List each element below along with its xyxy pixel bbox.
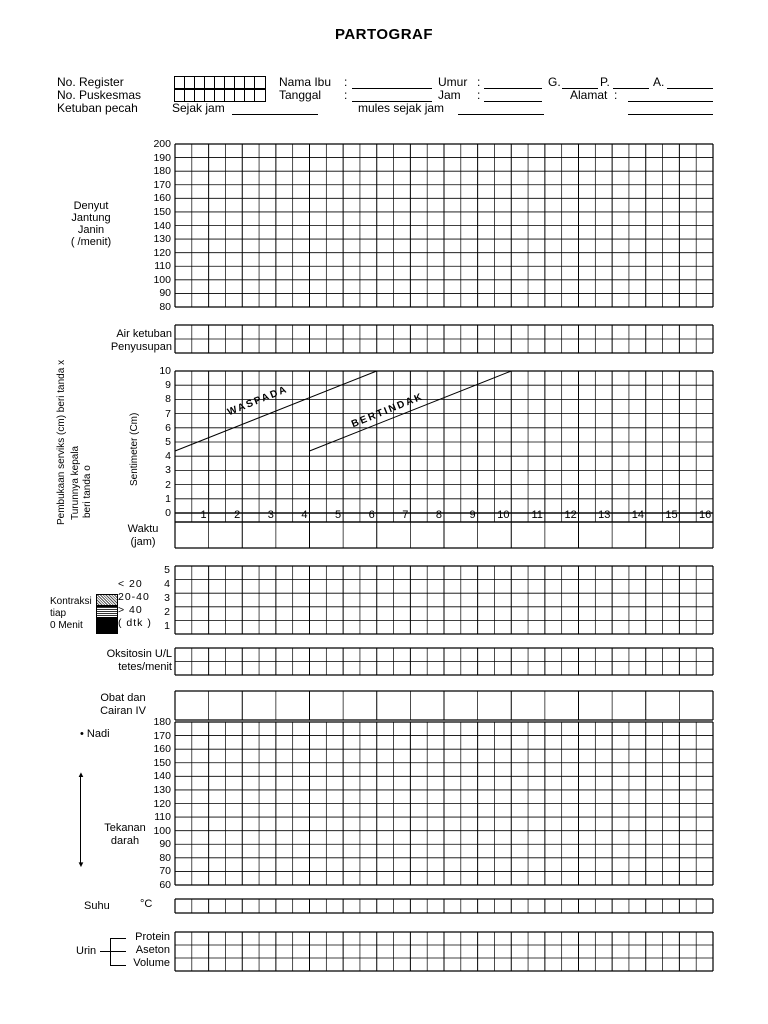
urin-bracket-bottom [110, 965, 126, 966]
oksitosin-line2: tetes/menit [118, 661, 172, 673]
djj-tick: 120 [153, 246, 171, 259]
tekanan-arrow-line [80, 774, 81, 864]
kontraksi-tick: 2 [164, 606, 170, 618]
suhu-unit: °C [140, 898, 153, 910]
hour-label: 15 [665, 509, 678, 521]
serviks-tick: 6 [165, 421, 171, 434]
arrow-up-icon: ▲ [77, 770, 85, 779]
serviks-tick: 3 [165, 464, 171, 477]
djj-tick: 90 [159, 287, 171, 300]
serviks-tick: 2 [165, 478, 171, 491]
kontraksi-legend-item: 20-40 [118, 591, 150, 603]
serviks-tick: 8 [165, 393, 171, 406]
djj-label-line1: Denyut [73, 200, 109, 212]
kontraksi-line3: 0 Menit [50, 620, 83, 631]
kontraksi-label [50, 596, 92, 632]
a-label: A. [653, 75, 665, 89]
no-register-label: No. Register [57, 75, 124, 89]
tanggal-label: Tanggal [279, 88, 322, 102]
hour-label: 8 [435, 509, 442, 521]
hour-label: 12 [564, 509, 577, 521]
no-puskesmas-label: No. Puskesmas [57, 88, 142, 102]
penyusupan-label: Penyusupan [110, 341, 172, 353]
serviks-tick: 10 [159, 365, 171, 377]
djj-tick: 200 [153, 138, 171, 150]
tekanan-line2: darah [110, 835, 140, 847]
alamat-colon: : [614, 88, 618, 102]
nadi-tick: 60 [159, 879, 171, 891]
nadi-tick: 110 [154, 811, 171, 824]
hour-label: 10 [497, 509, 510, 521]
page-title: PARTOGRAF [334, 26, 434, 43]
urin-bracket-mid [100, 951, 126, 952]
djj-tick: 160 [153, 192, 171, 205]
beri-tanda-o-label: beri tanda o [82, 465, 93, 518]
hour-label: 6 [368, 509, 375, 521]
g-label: G. [548, 75, 561, 89]
urin-row-label: Volume [133, 957, 170, 969]
serviks-tick: 5 [165, 436, 171, 448]
kontraksi-tick: 3 [164, 592, 170, 604]
turunnya-kepala-label: Turunnya kepala [70, 445, 81, 520]
air-ketuban-label: Air ketuban [116, 328, 172, 340]
djj-tick: 80 [159, 301, 171, 313]
sentimeter-axis-label: Sentimeter (Cm) [129, 412, 140, 486]
nadi-tick: 180 [153, 716, 171, 728]
obat-line1: Obat dan [100, 692, 146, 704]
tanggal-colon: : [344, 88, 348, 102]
urin-bracket-top [110, 938, 126, 939]
nadi-tick: 160 [153, 743, 171, 756]
djj-tick: 150 [153, 205, 171, 218]
djj-tick: 170 [153, 178, 171, 191]
hour-label: 7 [402, 509, 409, 521]
legend-dotted-swatch [96, 594, 118, 606]
djj-tick: 100 [153, 273, 171, 286]
umur-label: Umur [438, 75, 468, 89]
ketuban-pecah-label: Ketuban pecah [57, 101, 138, 115]
kontraksi-line2: tiap [50, 608, 67, 619]
ketuban-label [88, 328, 172, 354]
nadi-tick: 100 [153, 824, 171, 837]
sejak-jam-label: Sejak jam [172, 101, 225, 115]
oksitosin-label [88, 648, 172, 674]
hour-label: 3 [267, 509, 274, 521]
suhu-label: Suhu [84, 900, 110, 912]
nadi-tick: 150 [153, 756, 171, 769]
kontraksi-tick: 4 [164, 578, 170, 590]
serviks-tick: 0 [165, 507, 171, 519]
hour-label: 1 [200, 509, 207, 521]
bertindak-label: BERTINDAK [350, 391, 426, 431]
nadi-tick: 120 [153, 797, 171, 810]
kontraksi-tick: 5 [164, 564, 170, 576]
nadi-tick: 170 [153, 729, 171, 742]
urin-row-label: Aseton [135, 944, 170, 956]
djj-tick: 190 [153, 151, 171, 164]
waspada-label: WASPADA [226, 383, 290, 419]
nadi-tick: 90 [159, 838, 171, 851]
waktu-line1: Waktu [127, 523, 159, 535]
tekanan-line1: Tekanan [104, 822, 146, 834]
djj-label-line4: ( /menit) [70, 236, 112, 248]
serviks-tick: 9 [165, 379, 171, 392]
nadi-label: • Nadi [80, 728, 110, 740]
djj-tick: 180 [153, 165, 171, 178]
djj-label-line2: Jantung [71, 212, 111, 224]
kontraksi-tick: 1 [164, 620, 170, 632]
hour-label: 9 [469, 509, 476, 521]
tekanan-darah-label [102, 822, 148, 848]
kontraksi-legend-item: ( dtk ) [118, 617, 152, 629]
djj-tick: 110 [154, 260, 171, 273]
obat-label [96, 692, 150, 718]
pembukaan-serviks-label: Pembukaan serviks (cm) beri tanda x [56, 359, 67, 525]
kontraksi-legend-item: < 20 [118, 578, 143, 590]
waktu-line2: (jam) [130, 536, 156, 548]
djj-tick: 140 [153, 219, 171, 232]
hour-label: 13 [598, 509, 611, 521]
p-label: P. [600, 75, 610, 89]
serviks-tick: 7 [165, 407, 171, 420]
nadi-tick: 130 [153, 783, 171, 796]
nadi-tick: 80 [159, 851, 171, 864]
serviks-tick: 4 [165, 450, 171, 463]
mules-sejak-jam-label: mules sejak jam [358, 101, 445, 115]
hour-label: 16 [699, 509, 712, 521]
jam-colon: : [477, 88, 481, 102]
umur-colon: : [477, 75, 481, 89]
kontraksi-line1: Kontraksi [50, 596, 92, 607]
urin-bracket [110, 938, 119, 966]
nadi-tick: 140 [153, 770, 171, 783]
djj-label [62, 200, 120, 248]
nadi-tick: 70 [159, 865, 171, 878]
legend-hatched-swatch [96, 606, 118, 618]
hour-label: 11 [531, 509, 543, 521]
legend-solid-swatch [96, 618, 118, 634]
nama-ibu-label: Nama Ibu [279, 75, 332, 89]
obat-line2: Cairan IV [100, 705, 146, 717]
hour-label: 14 [631, 509, 644, 521]
djj-label-line3: Janin [77, 224, 105, 236]
waktu-label [122, 523, 164, 549]
arrow-down-icon: ▼ [77, 860, 85, 869]
alamat-label: Alamat [570, 88, 608, 102]
oksitosin-line1: Oksitosin U/L [106, 648, 172, 660]
djj-tick: 130 [153, 233, 171, 246]
hour-label: 2 [234, 509, 241, 521]
hour-label: 5 [335, 509, 342, 521]
serviks-tick: 1 [165, 492, 171, 505]
nama-ibu-colon: : [344, 75, 348, 89]
kontraksi-legend-item: > 40 [118, 604, 143, 616]
jam-label: Jam [438, 88, 461, 102]
urin-row-label: Protein [135, 931, 170, 943]
hour-label: 4 [301, 509, 308, 521]
urin-label: Urin [76, 945, 97, 957]
